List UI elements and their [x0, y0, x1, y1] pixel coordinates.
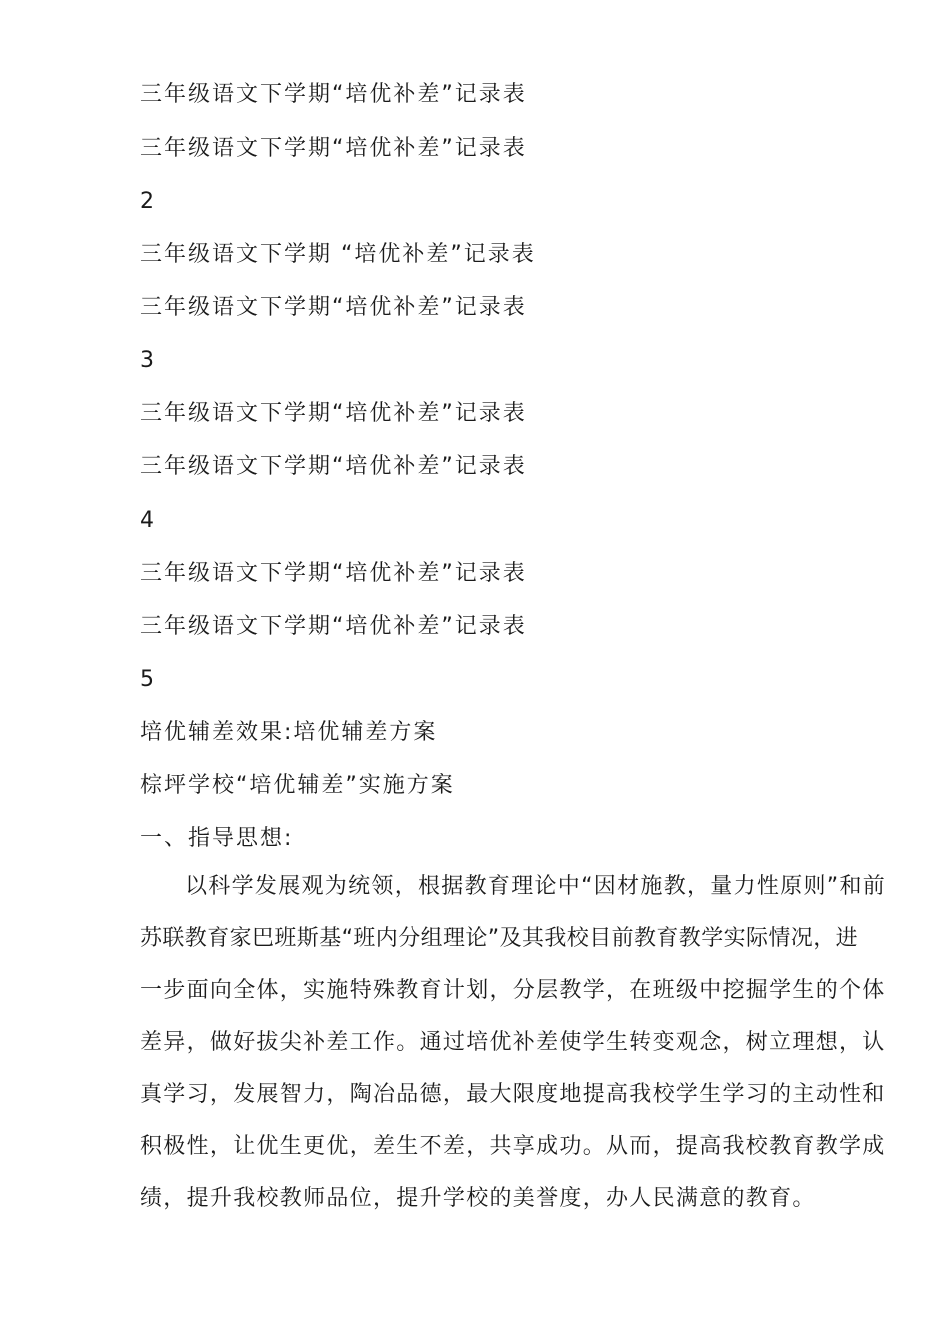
plan-title: 棕坪学校“培优辅差”实施方案 — [140, 773, 455, 798]
record-table-title: 三年级语文下学期“培优补差”记录表 — [140, 82, 527, 107]
record-table-title: 三年级语文下学期“培优补差”记录表 — [140, 614, 527, 639]
page-number: 3 — [140, 348, 156, 373]
record-table-title: 三年级语文下学期“培优补差”记录表 — [140, 295, 527, 320]
paragraph-line: 以科学发展观为统领，根据教育理论中“因材施教，量力性原则”和前 — [185, 874, 887, 899]
page-number: 2 — [140, 189, 156, 214]
paragraph-line: 差异，做好拔尖补差工作。通过培优补差使学生转变观念，树立理想，认 — [140, 1030, 886, 1055]
record-table-title: 三年级语文下学期“培优补差”记录表 — [140, 136, 527, 161]
record-table-title: 三年级语文下学期“培优补差”记录表 — [140, 454, 527, 479]
record-table-title: 三年级语文下学期“培优补差”记录表 — [140, 401, 527, 426]
paragraph-line: 苏联教育家巴班斯基“班内分组理论”及其我校目前教育教学实际情况，进 — [140, 926, 858, 951]
paragraph-line: 积极性，让优生更优，差生不差，共享成功。从而，提高我校教育教学成 — [140, 1134, 886, 1159]
record-table-title: 三年级语文下学期“培优补差”记录表 — [140, 561, 527, 586]
record-table-title: 三年级语文下学期 “培优补差”记录表 — [140, 242, 536, 267]
guiding-ideology-heading: 一、指导思想: — [140, 826, 294, 851]
page-number: 4 — [140, 508, 156, 533]
paragraph-line: 一步面向全体，实施特殊教育计划，分层教学，在班级中挖掘学生的个体 — [140, 978, 886, 1003]
page-number: 5 — [140, 667, 156, 692]
paragraph-line: 绩，提升我校教师品位，提升学校的美誉度，办人民满意的教育。 — [140, 1186, 816, 1211]
paragraph-line: 真学习，发展智力，陶冶品德，最大限度地提高我校学生学习的主动性和 — [140, 1082, 886, 1107]
section-heading: 培优辅差效果:培优辅差方案 — [140, 720, 438, 745]
